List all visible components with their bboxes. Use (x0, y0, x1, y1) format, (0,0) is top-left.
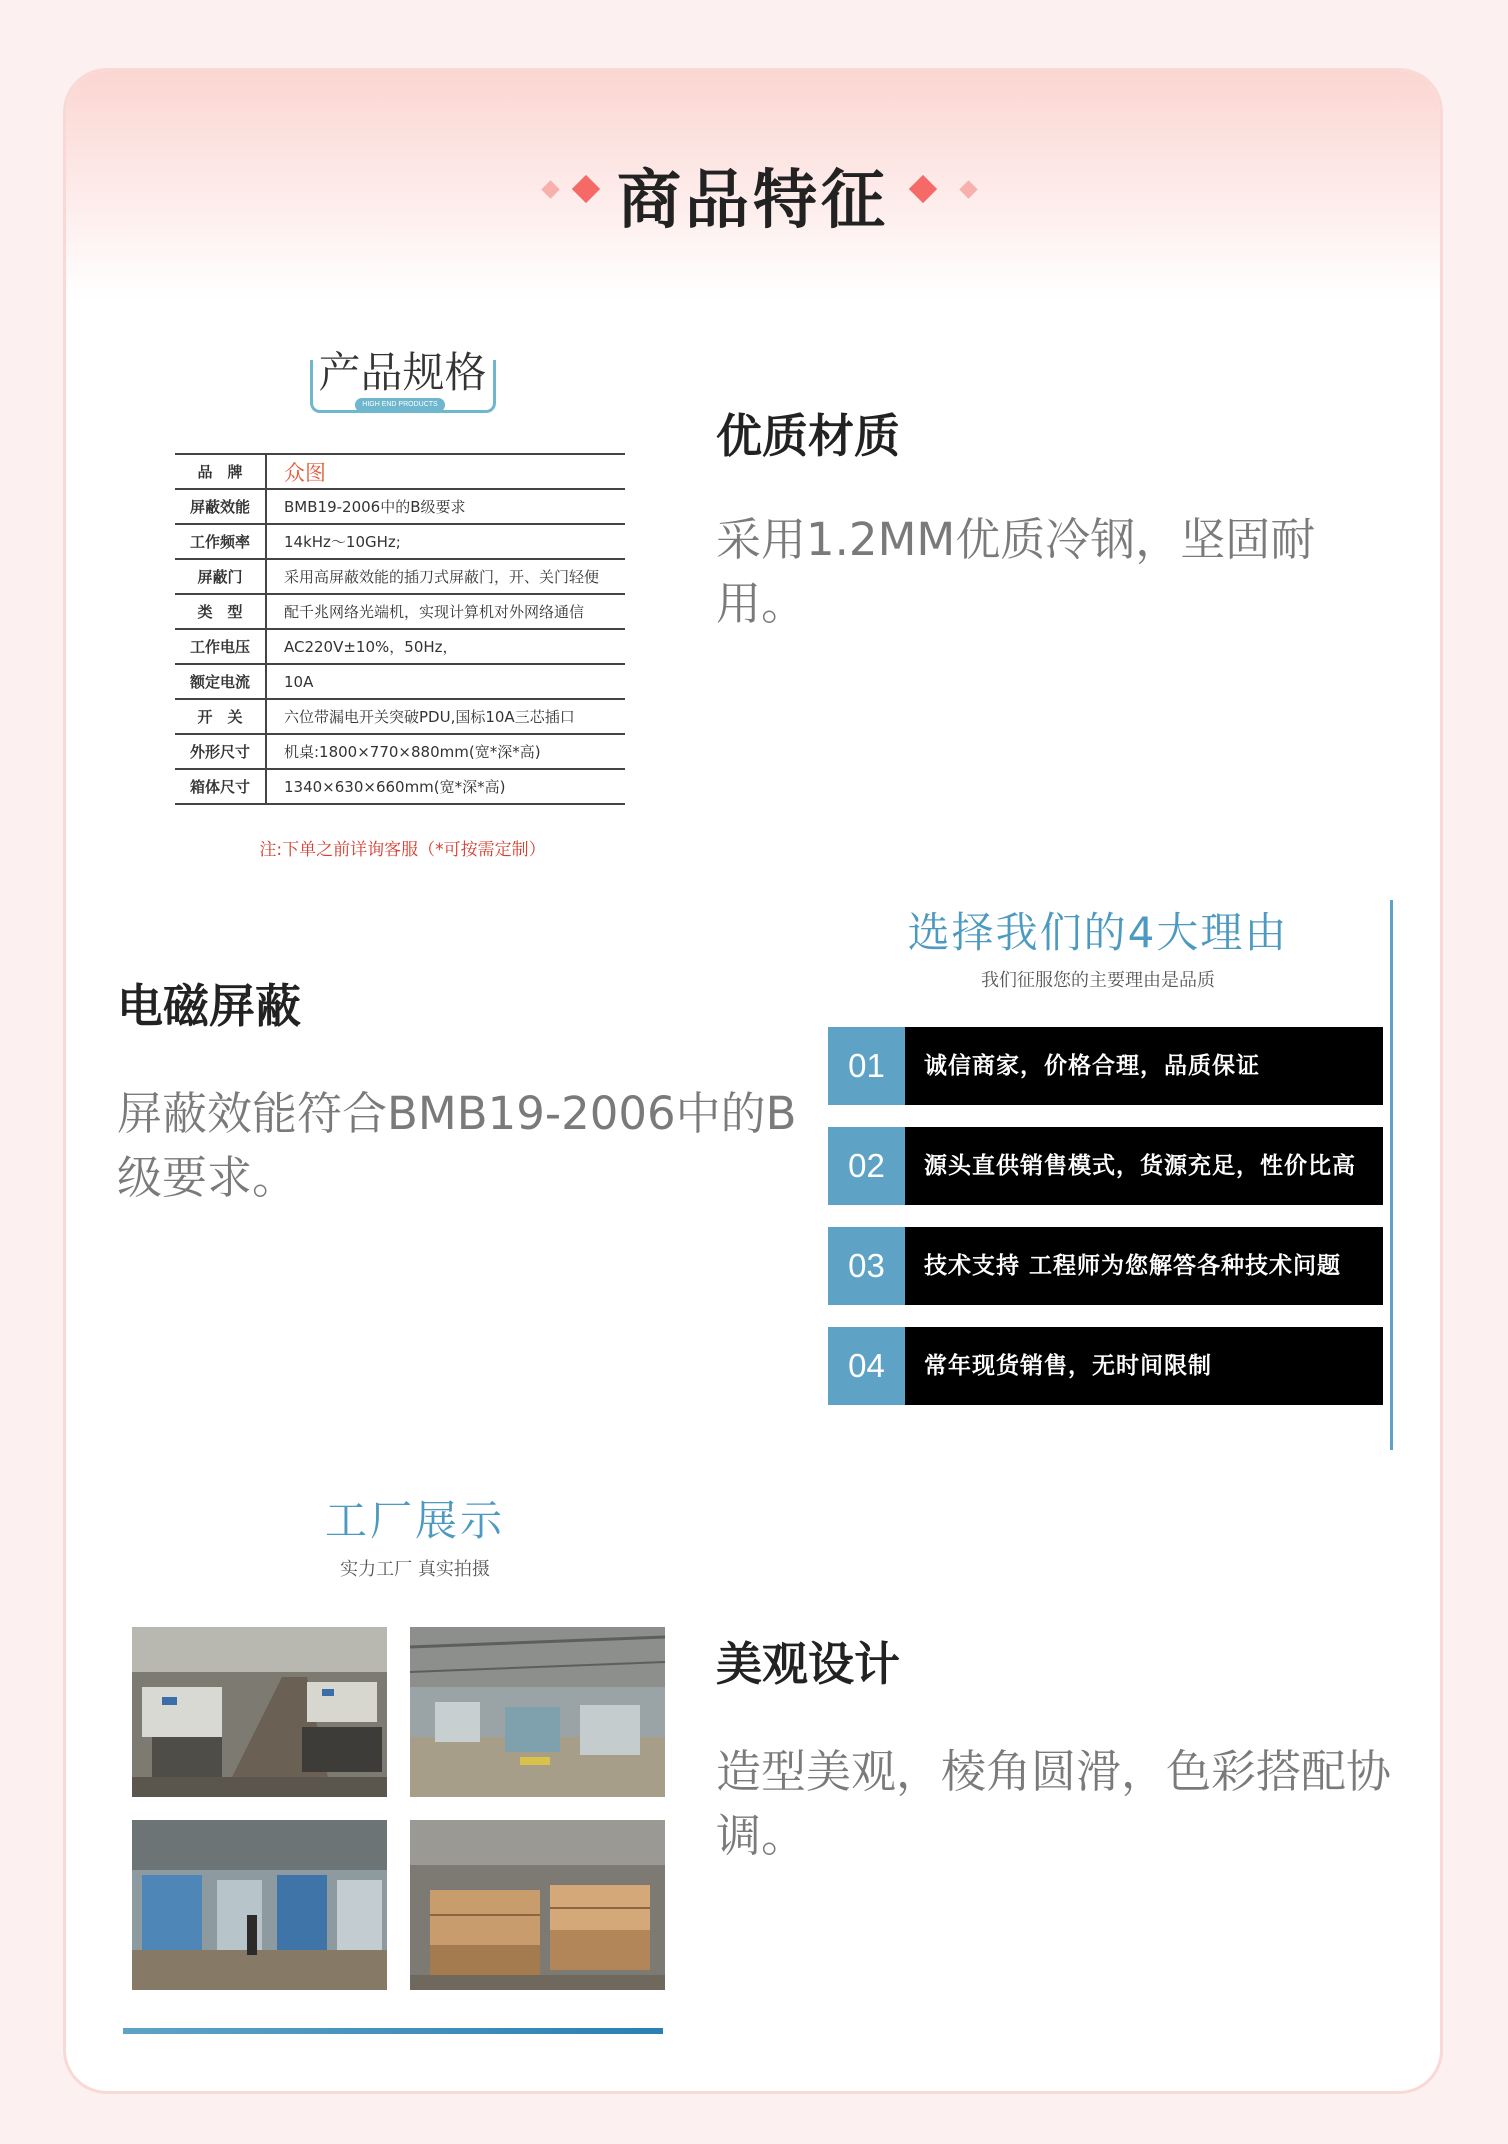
factory-panel (115, 1470, 675, 2040)
factory-subtitle: 实力工厂 真实拍摄 (340, 1559, 490, 1580)
spec-sheet (140, 300, 665, 870)
factory-title: 工厂展示 (324, 1496, 505, 1545)
spec-key: 箱体尺寸 (175, 769, 266, 804)
spec-row (175, 559, 625, 594)
spec-value: 众图 (266, 454, 625, 489)
spec-value: 配千兆网络光端机，实现计算机对外网络通信 (266, 594, 625, 629)
spec-value: 机桌:1800×770×880mm(宽*深*高) (266, 734, 625, 769)
spec-value: AC220V±10%，50Hz， (266, 629, 625, 664)
spec-note: 注:下单之前详询客服（*可按需定制） (259, 840, 546, 860)
factory-photo-assembly-hall (410, 1627, 665, 1797)
reason-number: 01 (828, 1027, 905, 1105)
factory-photo-press-machines (132, 1820, 387, 1990)
reason-row (828, 1327, 1383, 1405)
card-header (66, 71, 1440, 301)
feature-title-shielding: 电磁屏蔽 (117, 979, 301, 1033)
spec-key: 品 牌 (175, 454, 266, 489)
spec-key: 屏蔽门 (175, 559, 266, 594)
spec-value: BMB19-2006中的B级要求 (266, 489, 625, 524)
reason-row (828, 1227, 1383, 1305)
reasons-panel (828, 900, 1393, 1450)
reason-text: 诚信商家，价格合理，品质保证 (905, 1027, 1383, 1105)
spec-row (175, 629, 625, 664)
reason-row (828, 1027, 1383, 1105)
spec-badge: HIGH END PRODUCTS (355, 398, 445, 412)
page-title: 商品特征 (617, 164, 889, 238)
feature-text-design: 造型美观，棱角圆滑，色彩搭配协调。 (716, 1745, 1392, 1862)
spec-row (175, 524, 625, 559)
reason-text: 常年现货销售，无时间限制 (905, 1327, 1383, 1405)
reason-number: 02 (828, 1127, 905, 1205)
factory-accent-bar (123, 2028, 663, 2034)
spec-value: 14kHz～10GHz; (266, 524, 625, 559)
reason-row (828, 1127, 1383, 1205)
reasons-title: 选择我们的4大理由 (907, 908, 1289, 957)
factory-photo-wooden-crates (410, 1820, 665, 1990)
spec-row (175, 699, 625, 734)
feature-text-material: 采用1.2MM优质冷钢，坚固耐用。 (716, 513, 1316, 630)
reason-text: 技术支持 工程师为您解答各种技术问题 (905, 1227, 1383, 1305)
reason-number: 04 (828, 1327, 905, 1405)
spec-row (175, 734, 625, 769)
spec-table (175, 453, 625, 805)
spec-key: 外形尺寸 (175, 734, 266, 769)
spec-value: 10A (266, 664, 625, 699)
spec-row (175, 769, 625, 804)
spec-title: 产品规格 (318, 348, 487, 397)
reasons-subtitle: 我们征服您的主要理由是品质 (981, 970, 1215, 991)
spec-key: 屏蔽效能 (175, 489, 266, 524)
feature-title-design: 美观设计 (716, 1637, 900, 1691)
spec-key: 开 关 (175, 699, 266, 734)
spec-value: 六位带漏电开关突破PDU,国标10A三芯插口 (266, 699, 625, 734)
spec-row (175, 664, 625, 699)
spec-value: 采用高屏蔽效能的插刀式屏蔽门，开、关门轻便 (266, 559, 625, 594)
spec-key: 工作频率 (175, 524, 266, 559)
reason-number: 03 (828, 1227, 905, 1305)
spec-value: 1340×630×660mm(宽*深*高) (266, 769, 625, 804)
spec-key: 额定电流 (175, 664, 266, 699)
factory-photo-workshop-machines (132, 1627, 387, 1797)
reason-text: 源头直供销售模式，货源充足，性价比高 (905, 1127, 1383, 1205)
feature-text-shielding: 屏蔽效能符合BMB19-2006中的B级要求。 (117, 1087, 797, 1204)
spec-row (175, 454, 625, 489)
feature-title-material: 优质材质 (716, 409, 900, 463)
spec-key: 工作电压 (175, 629, 266, 664)
spec-key: 类 型 (175, 594, 266, 629)
spec-row (175, 489, 625, 524)
spec-row (175, 594, 625, 629)
